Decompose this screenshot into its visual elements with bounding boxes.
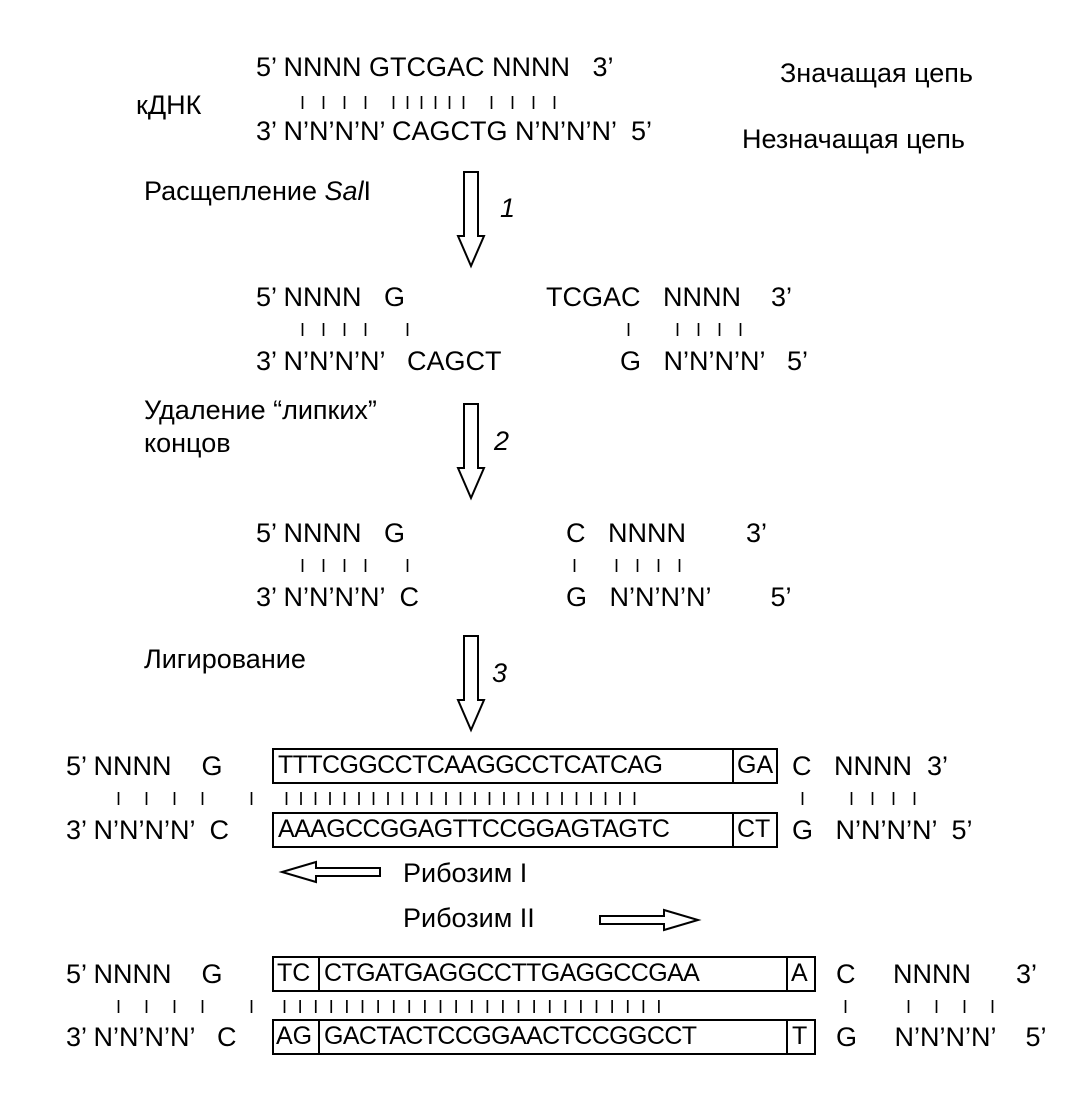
blunt-top-left: 5’ NNNN G <box>256 518 406 548</box>
step2-number: 2 <box>494 426 510 456</box>
rz2-bottom-start: AG <box>276 1022 313 1050</box>
rz1-top-insert-sequence: TTTCGGCCTCAAGGCCTCATCAG <box>278 751 663 779</box>
cdna-label: кДНК <box>136 90 202 120</box>
blunt-bonds-left: I I I I I <box>300 556 413 576</box>
rz2-bottom-insert-sequence: GACTACTCCGGAACTCCGGCCT <box>324 1022 697 1050</box>
rz2-bottom-flank-right: G N’N’N’N’ 5’ <box>836 1022 1047 1052</box>
step1-label: Расщепление SalI <box>144 176 372 206</box>
cut-bottom-right: G N’N’N’N’ 5’ <box>620 346 809 376</box>
cut-bottom-left: 3’ N’N’N’N’ CAGCT <box>256 346 502 376</box>
rz1-bonds-left: I I I I I <box>116 789 257 809</box>
step2-label-line1: Удаление “липких” <box>144 395 377 425</box>
rz2-top-flank-right: C NNNN 3’ <box>836 959 1038 989</box>
rz1-top-flank-left: 5’ NNNN G <box>66 751 223 781</box>
cut-top-left: 5’ NNNN G <box>256 282 406 312</box>
antisense-strand-label: Незначащая цепь <box>742 124 965 154</box>
rz2-top-flank-left: 5’ NNNN G <box>66 959 223 989</box>
rz1-bottom-end: CT <box>737 815 771 843</box>
blunt-bottom-right: G N’N’N’N’ 5’ <box>566 582 792 612</box>
cut-bonds-left: I I I I I <box>300 320 413 340</box>
down-arrow-icon <box>456 170 486 270</box>
rz2-top-end: A <box>791 959 808 987</box>
step3-number: 3 <box>492 658 508 688</box>
down-arrow-icon <box>456 402 486 502</box>
sense-strand-label: Значащая цепь <box>780 58 973 88</box>
rz1-bottom-flank-left: 3’ N’N’N’N’ C <box>66 815 230 845</box>
rz2-bonds-left: I I I I I <box>116 997 257 1017</box>
sense-strand: 5’ NNNN GTCGAC NNNN 3’ <box>256 52 614 82</box>
step2-label-line2: концов <box>144 428 231 458</box>
antisense-strand: 3’ N’N’N’N’ CAGCTG N’N’N’N’ 5’ <box>256 116 653 146</box>
step3-label: Лигирование <box>144 644 306 674</box>
rz2-top-start: TC <box>277 959 311 987</box>
left-arrow-icon <box>280 860 390 884</box>
rz1-top-flank-right: C NNNN 3’ <box>792 751 949 781</box>
rz2-bottom-end: T <box>792 1022 808 1050</box>
cut-bonds-right: I I I I I <box>626 320 746 340</box>
ribozyme2-label: Рибозим II <box>403 903 535 933</box>
base-pair-bonds: I I I I I I I I I I I I I I <box>300 93 560 113</box>
rz1-bottom-flank-right: G N’N’N’N’ 5’ <box>792 815 973 845</box>
rz2-top-insert-sequence: CTGATGAGGCCTTGAGGCCGAA <box>324 959 700 987</box>
right-arrow-icon <box>596 908 706 932</box>
rz1-top-end: GA <box>737 751 774 779</box>
rz2-bonds-insert: IIIIIIIIIIIIIIIIIIIIIIIII <box>282 997 673 1017</box>
rz2-bonds-right: I I I I I <box>843 997 998 1017</box>
rz1-bonds-right: I I I I I <box>800 789 920 809</box>
blunt-bonds-right: I I I I I <box>572 556 685 576</box>
blunt-top-right: C NNNN 3’ <box>566 518 768 548</box>
rz1-bottom-insert-sequence: AAAGCCGGAGTTCCGGAGTAGTC <box>278 815 670 843</box>
blunt-bottom-left: 3’ N’N’N’N’ C <box>256 582 420 612</box>
rz2-bottom-flank-left: 3’ N’N’N’N’ C <box>66 1022 237 1052</box>
down-arrow-icon <box>456 634 486 734</box>
ribozyme1-label: Рибозим I <box>403 858 528 888</box>
rz1-bonds-insert: IIIIIIIIIIIIIIIIIIIIIIIII <box>284 789 647 809</box>
step1-number: 1 <box>500 193 516 223</box>
cut-top-right: TCGAC NNNN 3’ <box>546 282 793 312</box>
